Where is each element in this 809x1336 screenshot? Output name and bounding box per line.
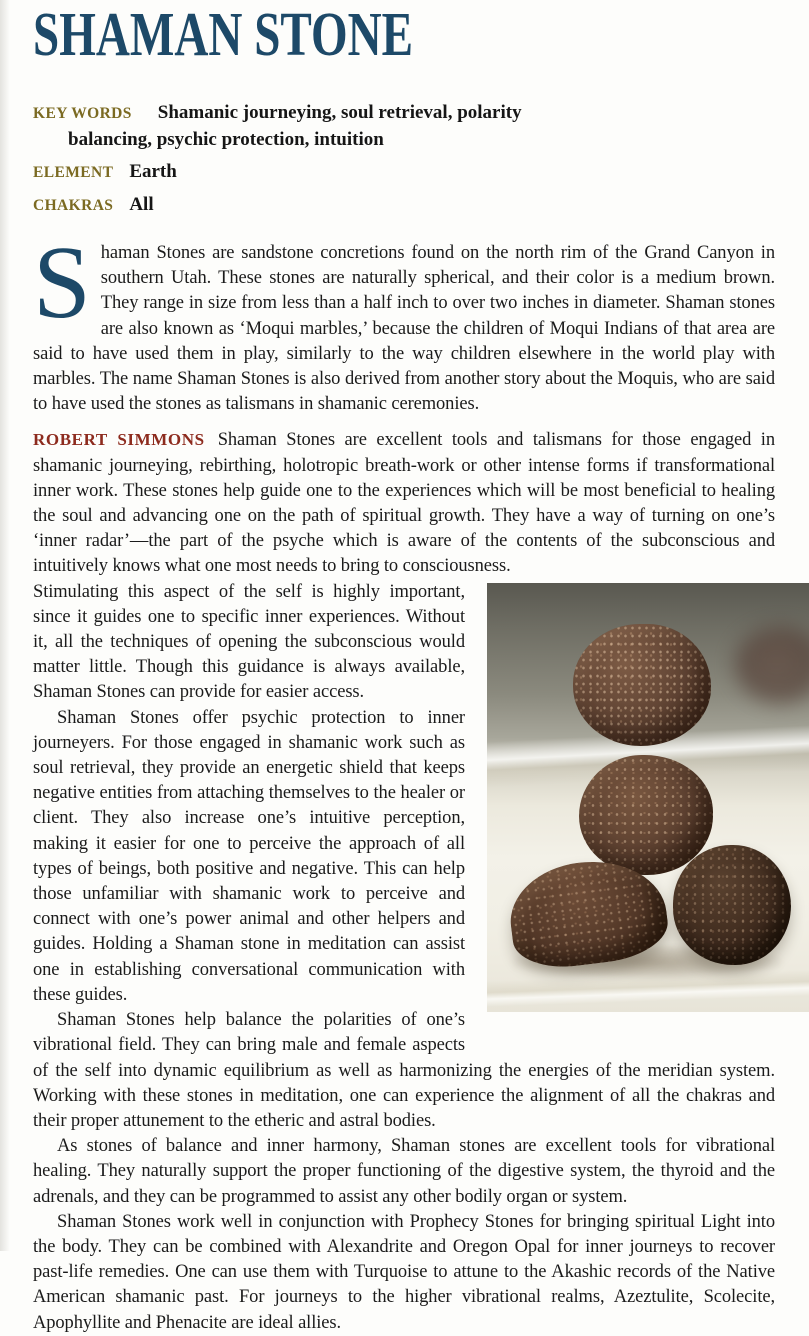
property-value-element: Earth [129,161,177,182]
page-title-text: SHAMAN STONE [33,1,414,69]
page-title [33,1,775,69]
blurred-background-stone [735,627,809,703]
stone-photo [487,583,809,1012]
property-row-element [33,159,775,186]
property-row-key-words [33,100,530,153]
stone-top [573,624,711,746]
body-paragraph-psychic-protection: Shaman Stones offer psychic protection to inner journeyers. For those engaged in shamanic work such as soul retrieval, they provide an energetic shield that keeps negative entities from attaching themselves to the healer or client. They also increase one’s intuitive perception, making it easier for one to perceive the approach of all types of beings, both positive and negative. This can help those unfamiliar with shamanic work to perceive and connect with one’s power animal and other helpers and guides. Holding a Shaman stone in meditation can assist one in establishing conversational communication with these guides. [33,707,465,1005]
intro-paragraph [33,225,775,417]
body-paragraph-vibrational-healing: As stones of balance and inner harmony, Shaman stones are excellent tools for vibrational healing. They naturally support the proper functioning of the digestive system, the thyroid and the adrenals, and they can be programmed to assist any other bodily organ or system. [33,1136,775,1207]
properties-block [33,100,775,219]
property-value-key-words: Shamanic journeying, soul retrieval, polarity balancing, psychic protection, intuition [68,102,522,150]
body-paragraph-polarities: Shaman Stones help balance the polarities of one’s vibrational field. They can bring male and female aspects of the self into dynamic equilibrium as well as harmonizing the energies of the meridian system. Working with these stones in meditation, one can experience the alignment of all the chakras and their proper attunement to the etheric and astral bodies. [33,1010,775,1131]
simmons-paragraph [33,427,775,579]
property-row-chakras [33,192,775,219]
intro-text: haman Stones are sandstone concretions found on the north rim of the Grand Canyon in southern Utah. These stones are naturally spherical, and their color is a medium brown. They range in size from less than a half inch to over two inches in diameter. Shaman stones are also known as ‘Moqui marbles,’ because the children of Moqui Indians of that area are said to have used them in play, similarly to the way children elsewhere in the world play with marbles. The name Shaman Stones is also derived from another story about the Moquis, who are said to have used the stones as talismans in shamanic ceremonies. [33,243,775,415]
stone-bottom-right [673,845,791,965]
simmons-text: Shaman Stones are excellent tools and talismans for those engaged in shamanic journeying, rebirthing, holotropic breath-work or other intense forms if transformational inner work. These stones help guide one to the experiences which will be most beneficial to healing the soul and advancing one on the path of spiritual growth. They have a way of turning on one’s ‘inner radar’—the part of the psyche which is aware of the contents of the subconscious and intuitively knows what one most needs to bring to consciousness. [33,430,775,577]
drop-cap: S [33,225,91,340]
property-label-key-words: KEY WORDS [33,105,132,122]
body-paragraph-stone-combinations: Shaman Stones work well in conjunction with Prophecy Stones for bringing spiritual Light into the body. They can be combined with Alexandrite and Oregon Opal for inner journeys to recover past-life remedies. One can use them with Turquoise to attune to the Akashic records of the Native American shamanic past. For journeys to the higher vibrational realms, Azeztulite, Scolecite, Apophyllite and Phenacite are ideal allies. [33,1211,775,1333]
article-body [33,225,775,1336]
attribution-label: ROBERT SIMMONS [33,430,205,450]
simmons-paragraph-continued: Stimulating this aspect of the self is highly important, since it guides one to specific inner experiences. Without it, all the techniques of opening the subconscious would matter little. Though this guidance is always available, Shaman Stones can provide for easier access. [33,581,465,703]
property-label-chakras: CHAKRAS [33,197,114,214]
property-value-chakras: All [129,194,154,215]
property-label-element: ELEMENT [33,164,114,181]
stone-middle [579,755,713,875]
